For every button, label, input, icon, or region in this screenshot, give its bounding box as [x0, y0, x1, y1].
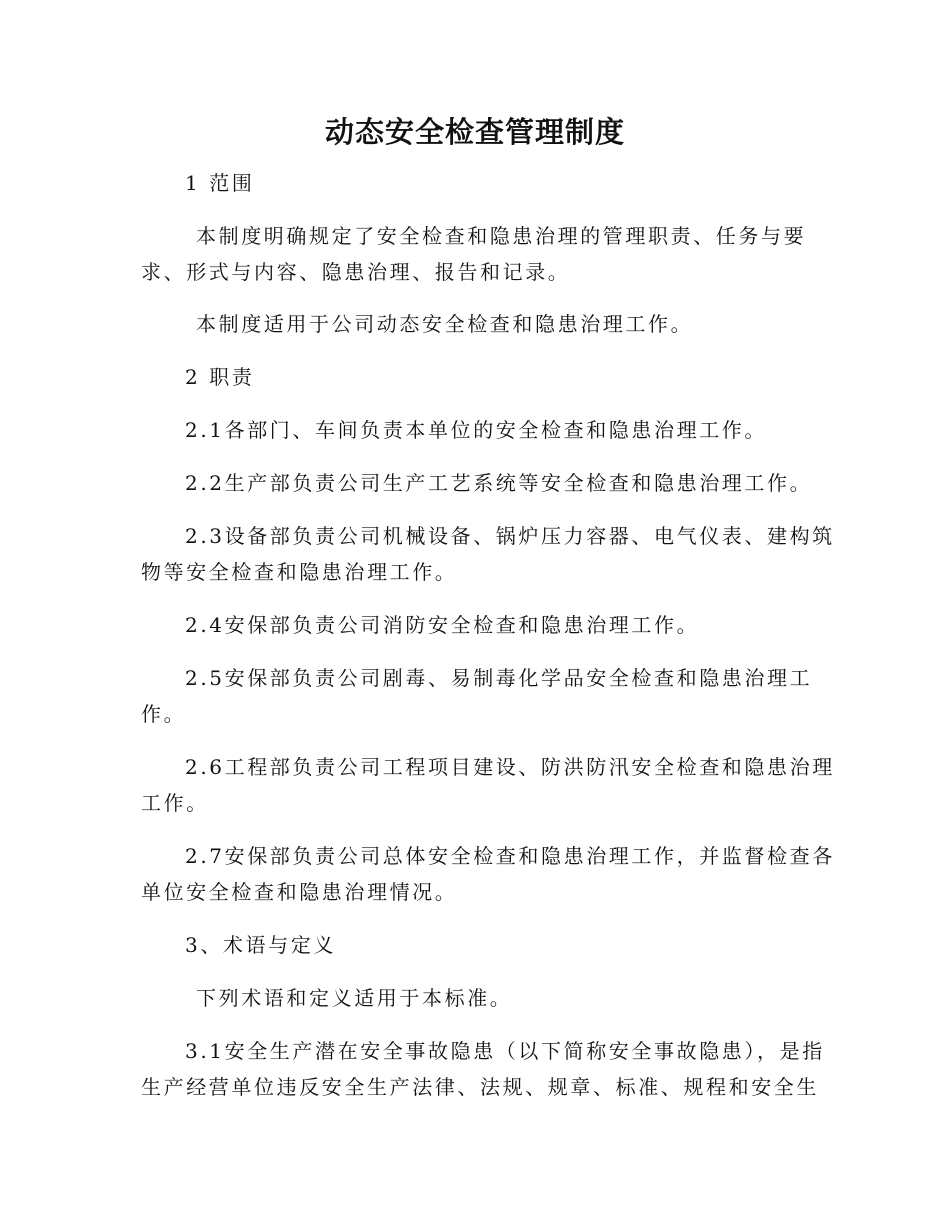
paragraph-line: 下列术语和定义适用于本标准。 [196, 986, 513, 1010]
paragraph-2-6 [141, 749, 835, 821]
paragraph-line: 2.3设备部负责公司机械设备、锅炉压力容器、电气仪表、建构筑 [185, 524, 835, 548]
paragraph-section-3-heading [185, 927, 855, 963]
paragraph-line: 作。 [141, 702, 187, 726]
paragraph-section-2-heading [185, 359, 855, 395]
paragraph-line: 单位安全检查和隐患治理情况。 [141, 880, 458, 904]
paragraph-2-3 [141, 518, 835, 590]
paragraph-line: 3、术语与定义 [185, 933, 336, 957]
paragraph-2-1 [185, 412, 855, 448]
paragraph-line: 生产经营单位违反安全生产法律、法规、规章、标准、规程和安全生 [141, 1075, 819, 1099]
paragraph-line: 1 范围 [185, 171, 255, 195]
paragraph-scope-definition [141, 218, 811, 290]
paragraph-line: 3.1安全生产潜在安全事故隐患（以下简称安全事故隐患），是指 [185, 1039, 825, 1063]
document-title: 动态安全检查管理制度 [324, 115, 625, 149]
paragraph-scope-applicability [196, 306, 866, 342]
paragraph-section-1-heading [185, 165, 855, 201]
paragraph-2-4 [185, 607, 855, 643]
paragraph-line: 物等安全检查和隐患治理工作。 [141, 560, 458, 584]
paragraph-line: 2.2生产部负责公司生产工艺系统等安全检查和隐患治理工作。 [185, 471, 813, 495]
paragraph-line: 2.7安保部负责公司总体安全检查和隐患治理工作，并监督检查各 [185, 844, 835, 868]
paragraph-line: 2.6工程部负责公司工程项目建设、防洪防汛安全检查和隐患治理 [185, 755, 835, 779]
paragraph-2-5 [141, 660, 811, 732]
paragraph-line: 工作。 [141, 791, 209, 815]
paragraph-line: 2.5安保部负责公司剧毒、易制毒化学品安全检查和隐患治理工 [185, 666, 813, 690]
paragraph-line: 2 职责 [185, 365, 255, 389]
paragraph-line: 本制度适用于公司动态安全检查和隐患治理工作。 [196, 312, 694, 336]
paragraph-line: 求、形式与内容、隐患治理、报告和记录。 [141, 260, 571, 284]
paragraph-2-7 [141, 838, 835, 910]
paragraph-section-3-intro [196, 980, 866, 1016]
paragraph-line: 2.4安保部负责公司消防安全检查和隐患治理工作。 [185, 613, 700, 637]
paragraph-2-2 [185, 465, 855, 501]
paragraph-line: 本制度明确规定了安全检查和隐患治理的管理职责、任务与要 [196, 224, 807, 248]
paragraph-line: 2.1各部门、车间负责本单位的安全检查和隐患治理工作。 [185, 418, 768, 442]
paragraph-3-1 [141, 1033, 825, 1105]
